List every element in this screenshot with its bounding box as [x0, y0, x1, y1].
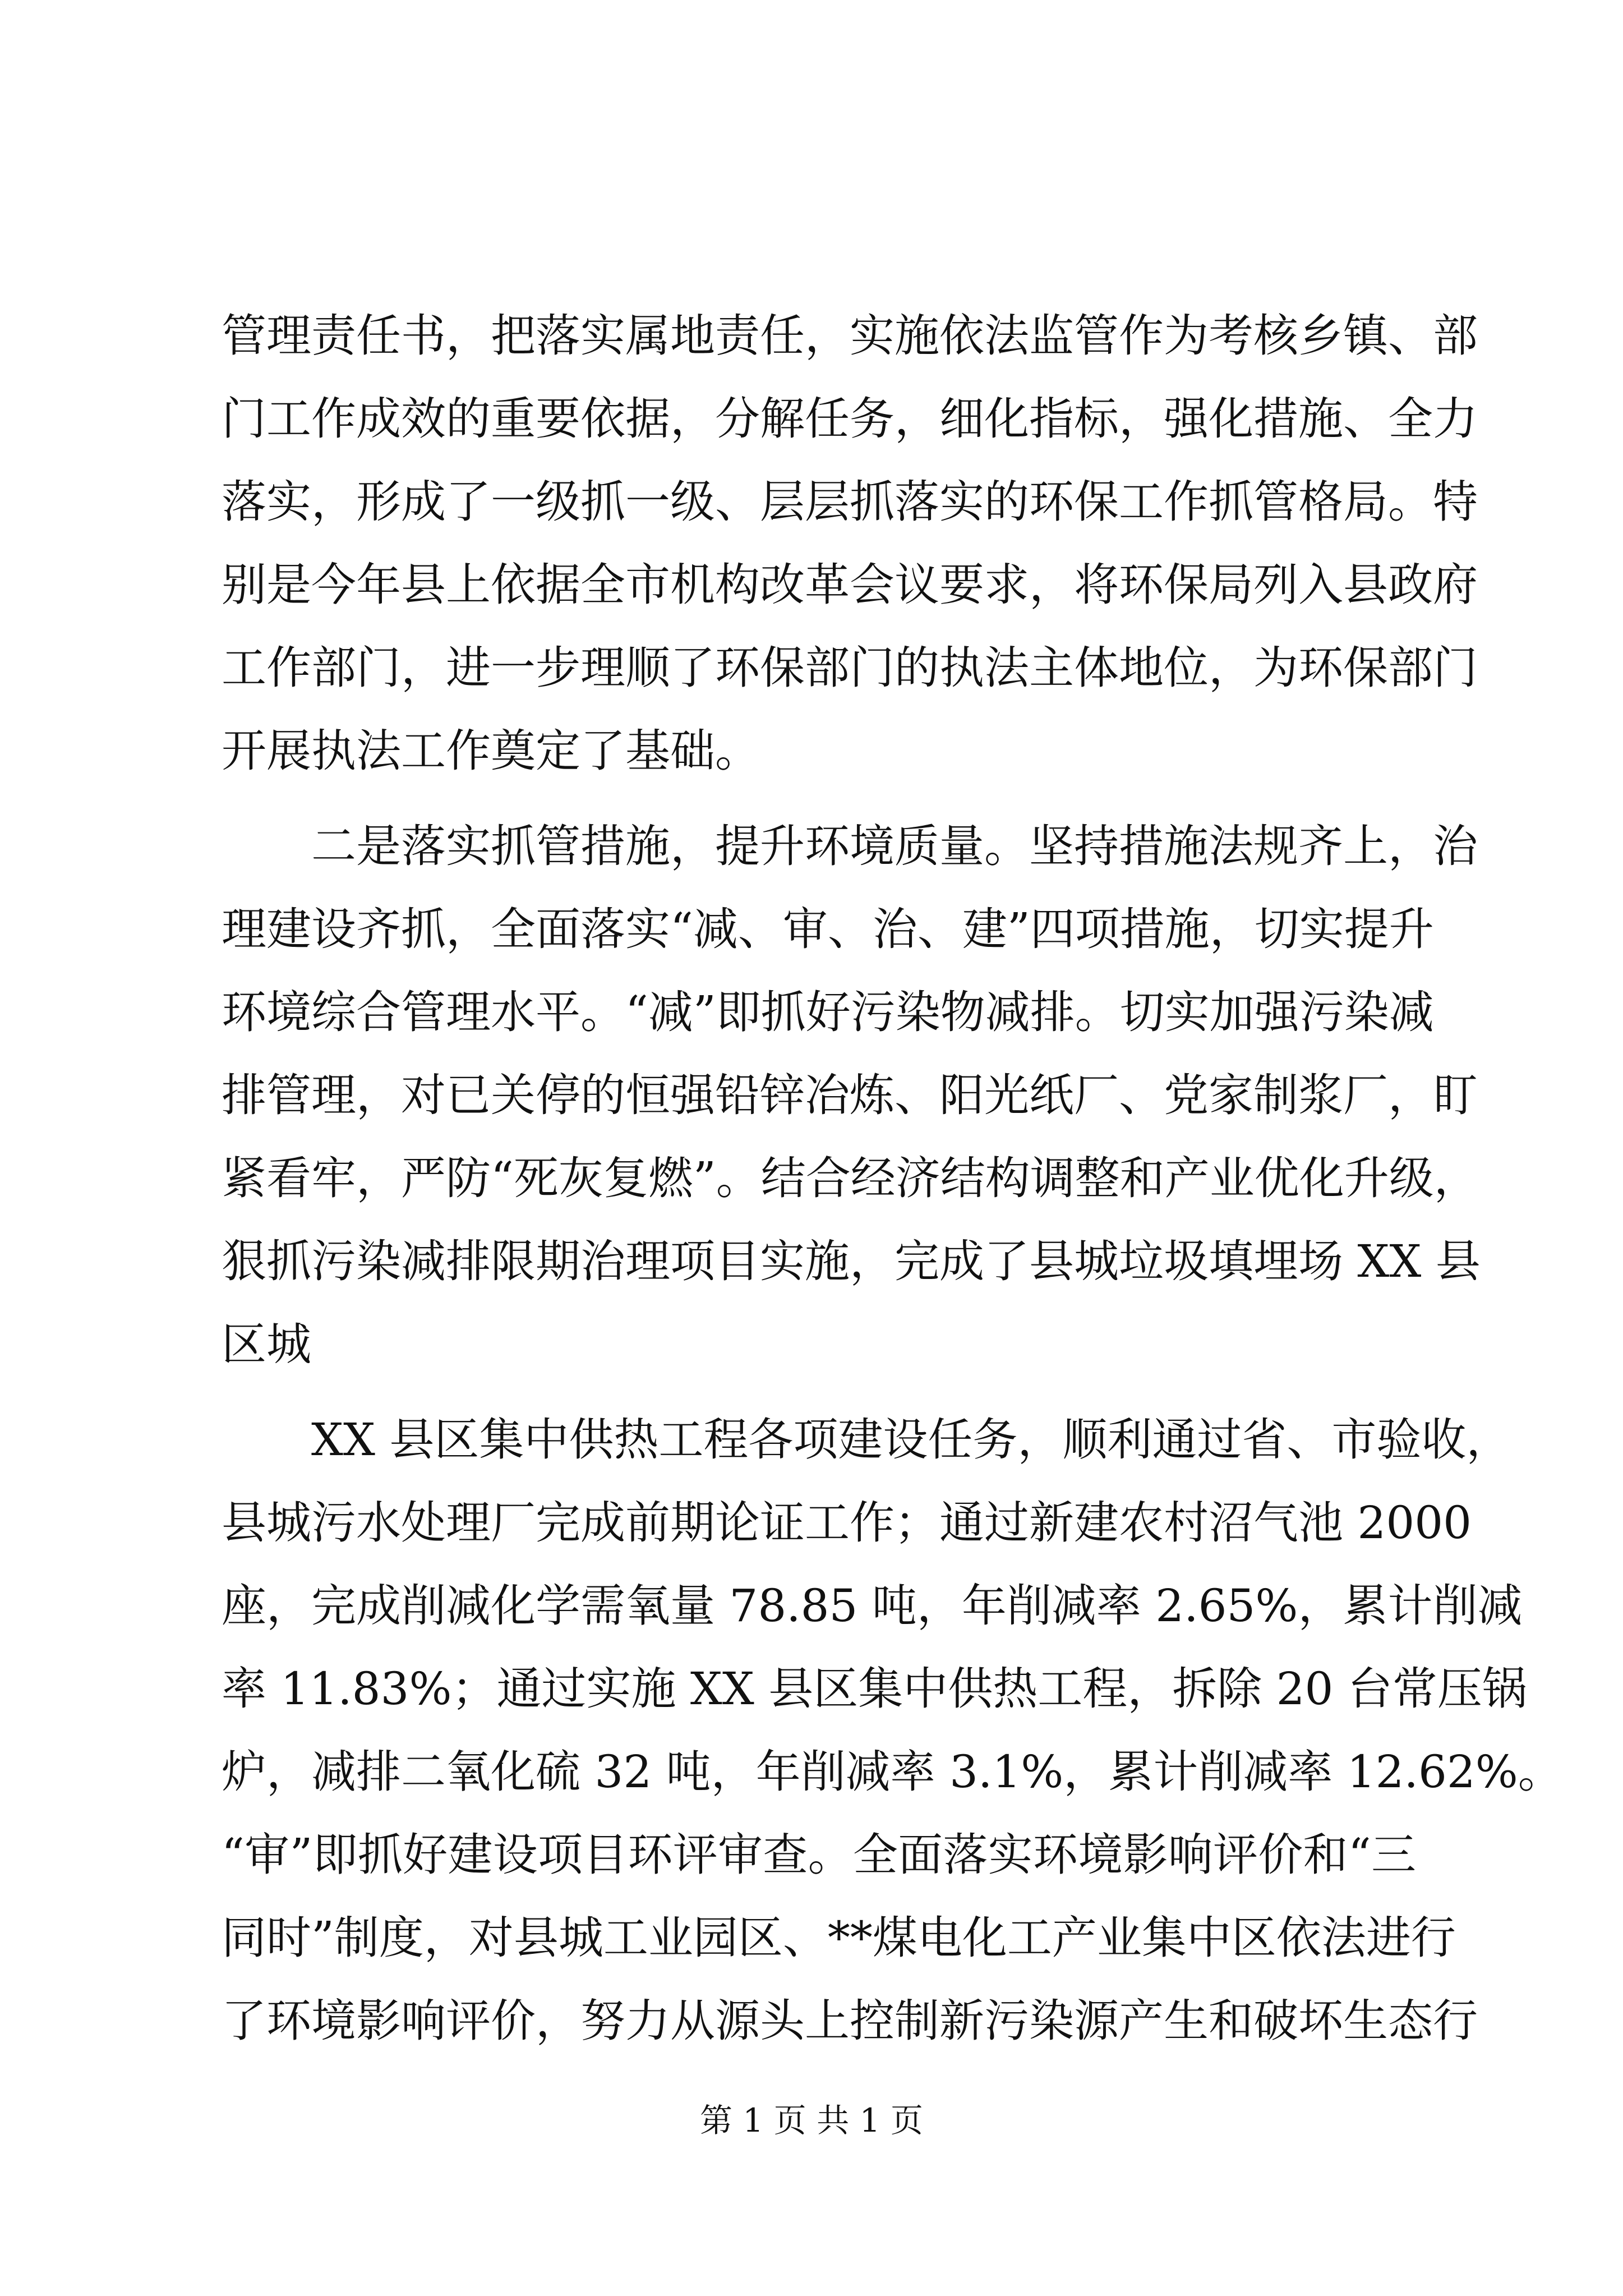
- text-line: 排管理，对已关停的恒强铅锌冶炼、阳光纸厂、党家制浆厂，盯: [222, 1069, 1478, 1121]
- text-line: 门工作成效的重要依据，分解任务，细化指标，强化措施、全力: [222, 393, 1478, 445]
- text-line: 理建设齐抓，全面落实“减、审、治、建”四项措施，切实提升: [222, 903, 1434, 955]
- text-line: 落实，形成了一级抓一级、层层抓落实的环保工作抓管格局。特: [222, 476, 1478, 528]
- text-line: 县城污水处理厂完成前期论证工作；通过新建农村沼气池 2000: [222, 1497, 1472, 1549]
- page-number-footer: 第 1 页 共 1 页: [700, 2101, 923, 2139]
- text-line: 开展执法工作奠定了基础。: [222, 725, 760, 777]
- text-line: 紧看牢，严防“死灰复燃”。结合经济结构调整和产业优化升级，: [222, 1152, 1479, 1204]
- text-line: 二是落实抓管措施，提升环境质量。坚持措施法规齐上，治: [311, 820, 1478, 872]
- text-line: 了环境影响评价，努力从源头上控制新污染源产生和破坏生态行: [222, 1995, 1478, 2047]
- text-line: “审”即抓好建设项目环评审查。全面落实环境影响评价和“三: [222, 1829, 1416, 1881]
- paragraph-2: [222, 805, 1481, 1386]
- text-line: 管理责任书，把落实属地责任，实施依法监管作为考核乡镇、部: [222, 310, 1478, 362]
- text-line: 炉，减排二氧化硫 32 吨，年削减率 3.1%，累计削减率 12.62%。: [222, 1746, 1563, 1798]
- text-line: 别是今年县上依据全市机构改革会议要求，将环保局列入县政府: [222, 559, 1478, 611]
- text-line: 狠抓污染减排限期治理项目实施，完成了县城垃圾填埋场 XX 县: [222, 1235, 1481, 1287]
- text-line: 工作部门，进一步理顺了环保部门的执法主体地位，为环保部门: [222, 642, 1478, 694]
- text-line: 同时”制度，对县城工业园区、**煤电化工产业集中区依法进行: [222, 1912, 1456, 1964]
- text-line: 座，完成削减化学需氧量 78.85 吨，年削减率 2.65%，累计削减: [222, 1580, 1523, 1632]
- text-line: XX 县区集中供热工程各项建设任务，顺利通过省、市验收，: [311, 1414, 1511, 1466]
- text-line: 率 11.83%；通过实施 XX 县区集中供热工程，拆除 20 台常压锅: [222, 1663, 1527, 1715]
- document-body: [222, 295, 1563, 2063]
- paragraph-3: [222, 1398, 1563, 2063]
- paragraph-1: [222, 295, 1478, 793]
- text-line: 区城: [222, 1318, 311, 1370]
- text-line: 环境综合管理水平。“减”即抓好污染物减排。切实加强污染减: [222, 986, 1434, 1038]
